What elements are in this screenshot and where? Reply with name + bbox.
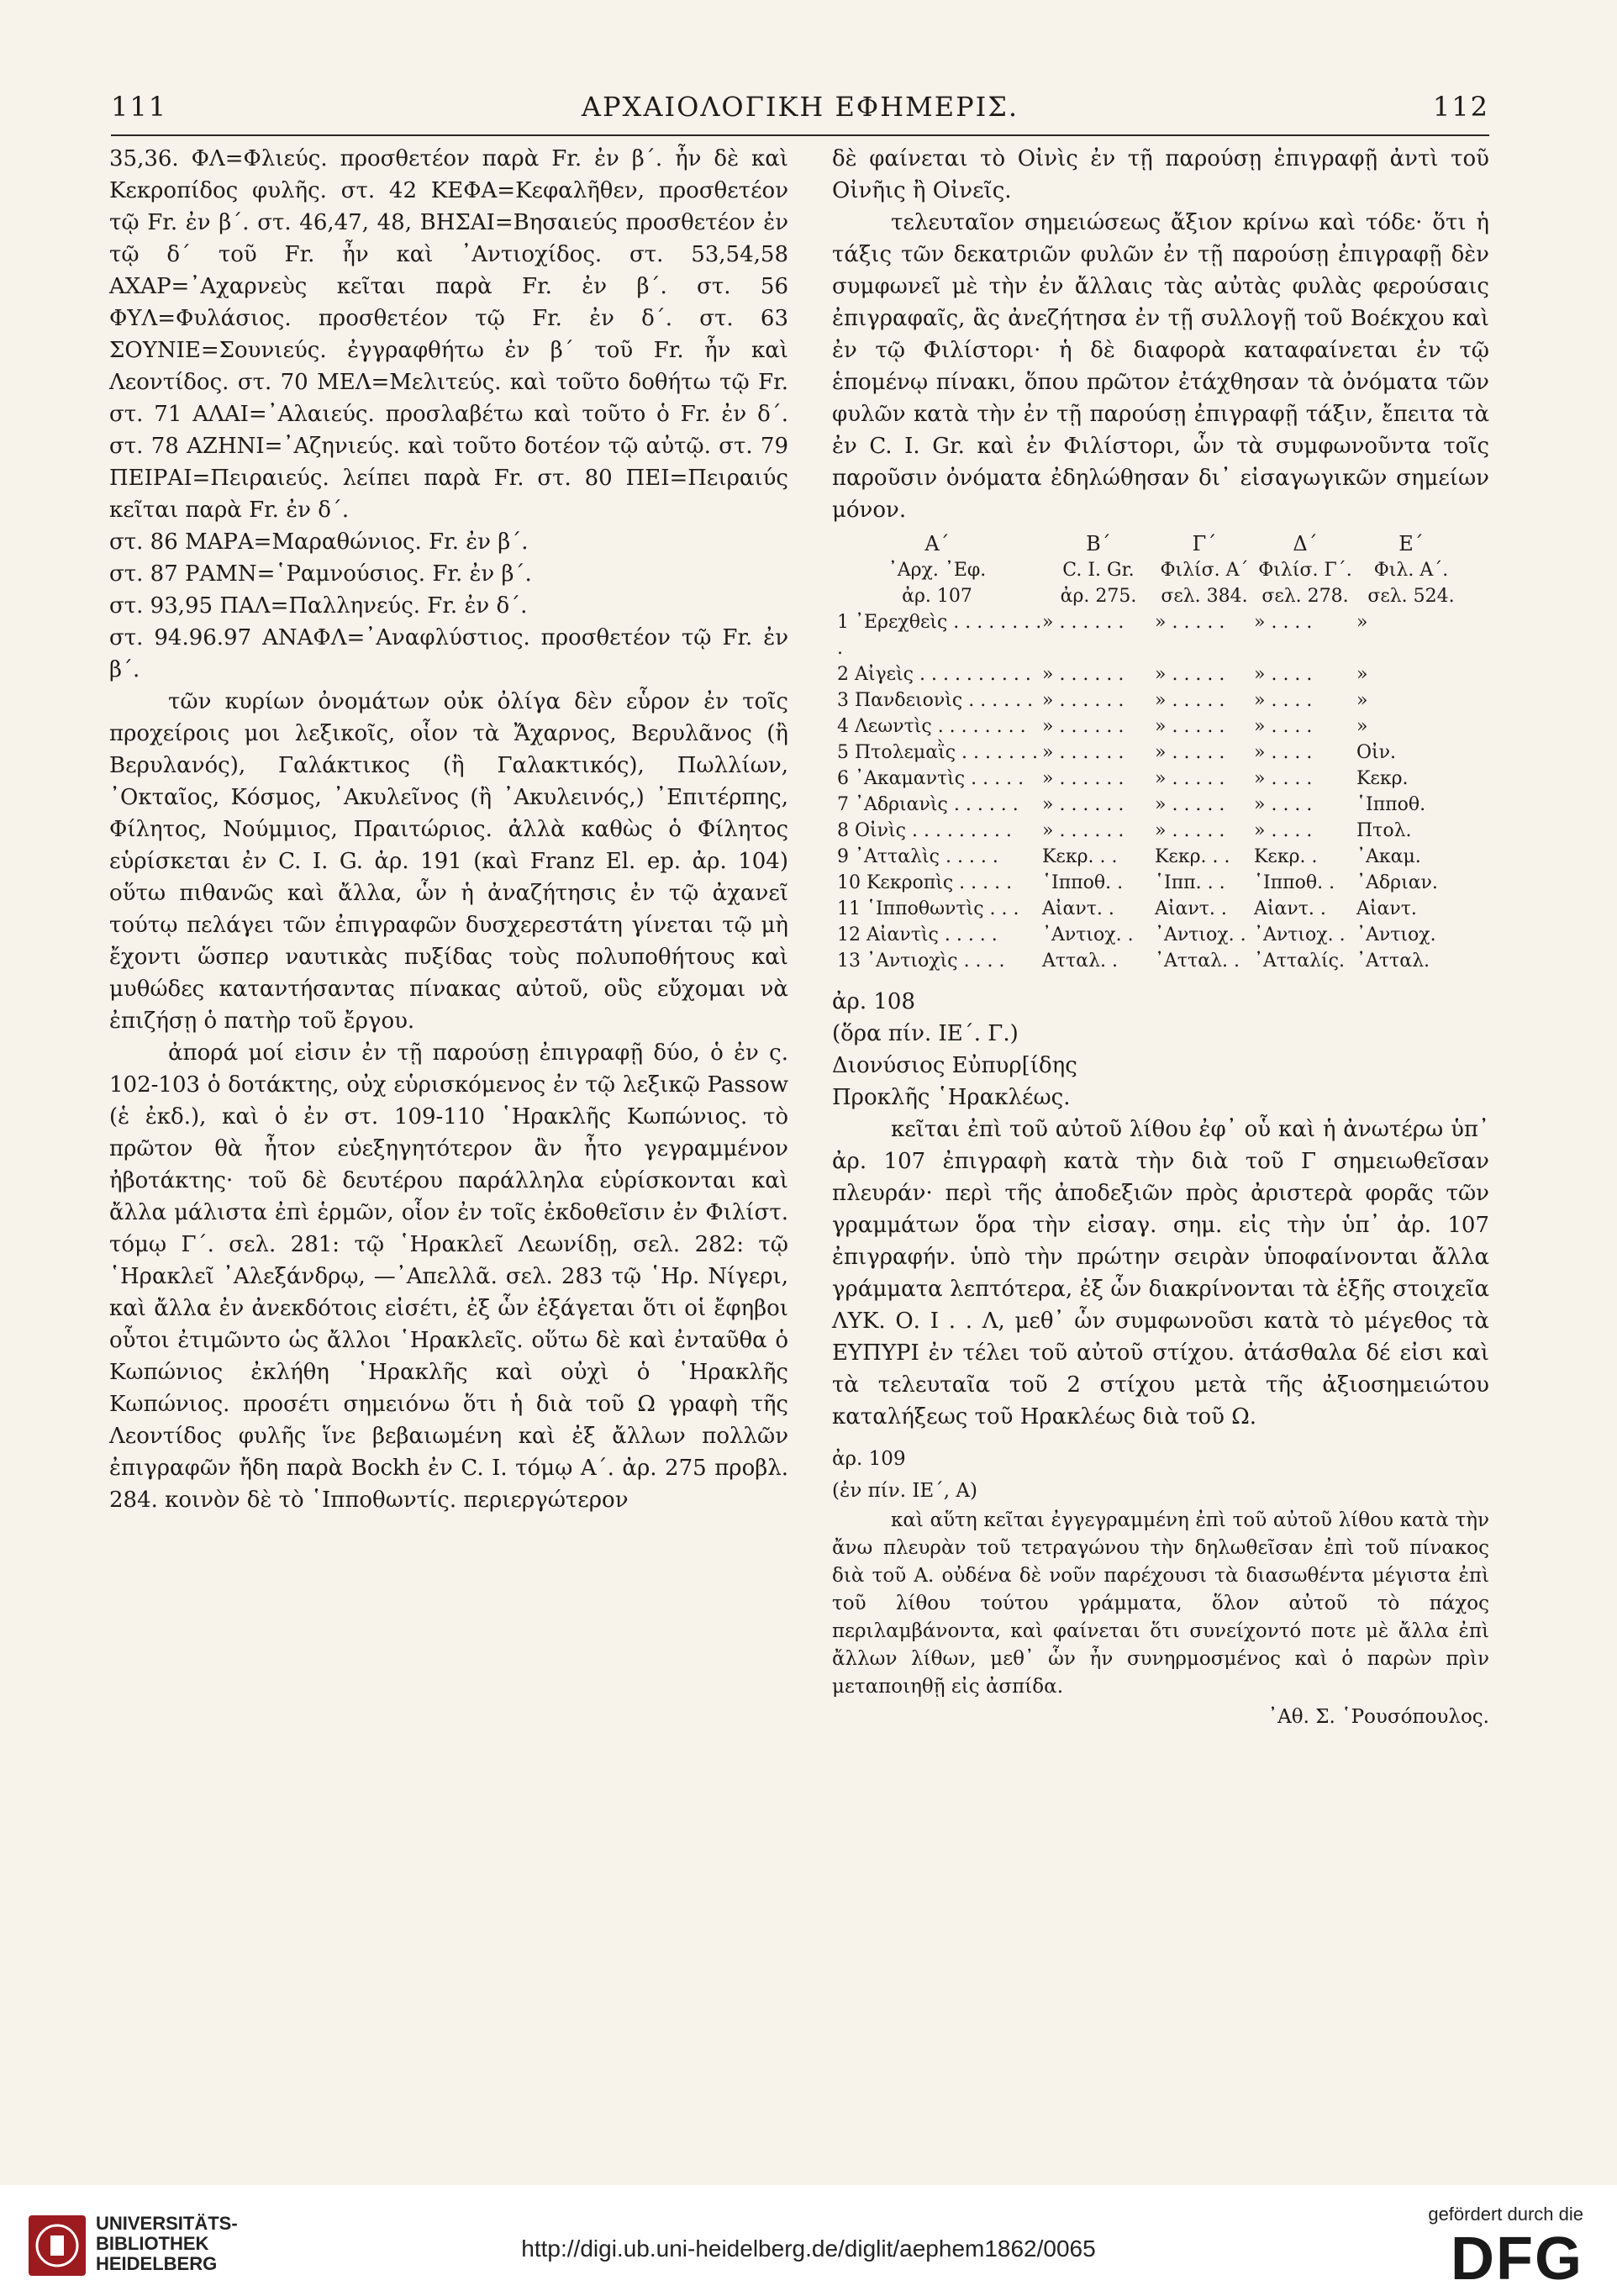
table-cell: 3 Πανδειονὶς . . . . . . xyxy=(837,690,1034,711)
table-row xyxy=(832,870,1489,896)
inscription-line: Διονύσιος Εὐπυρ[ίδης xyxy=(832,1053,1077,1078)
table-cell: » . . . . . . xyxy=(1042,612,1125,633)
table-cell: ῾Ιπποθ. xyxy=(1356,794,1426,815)
journal-title: ΑΡΧΑΙΟΛΟΓΙΚΗ ΕΦΗΜΕΡΙΣ. xyxy=(581,91,1019,123)
table-header-sources xyxy=(832,557,1489,583)
table-cell: Αἰαντ. xyxy=(1356,898,1417,919)
column-source: ᾿Αρχ. ᾿Εφ. xyxy=(888,560,987,581)
table-cell: ᾿Ατταλ. xyxy=(1356,951,1430,972)
table-cell: ᾿Ατταλ. . xyxy=(1155,951,1240,972)
table-body xyxy=(832,609,1489,974)
plate-reference: (ὅρα πίν. ΙΕ΄. Γ.) xyxy=(832,1021,1019,1046)
funder-caption: gefördert durch die xyxy=(1428,2204,1583,2225)
table-cell: 9 ᾿Ατταλὶς . . . . . xyxy=(837,846,998,867)
table-cell: » . . . . . xyxy=(1155,690,1225,711)
paragraph: τελευταῖον σημειώσεως ἄξιον κρίνω καὶ τόδε· ὅτι ἡ τάξις τῶν δεκατριῶν φυλῶν ἐν τῇ παρούσῃ ἐπιγραφῇ δὲν συμφωνεῖ μὲ τὴν ἐν ἄλλαις τὰς αὐτὰς φυλὰς φερούσαις ἐπιγραφαῖς, ἃς ἀνεζήτησα ἐν τῇ συλλογῇ τοῦ Βοέκχου καὶ ἐν τῷ Φιλίστορι· ἡ δὲ διαφορὰ καταφαίνεται ἐν τῷ ἑπομένῳ πίνακι, ὅπου πρῶτον ἐτάχθησαν τὰ ὀνόματα τῶν φυλῶν κατὰ τὴν ἐν τῇ παρούσῃ ἐπιγραφῇ τάξιν, ἔπειτα τὰ ἐν C. I. Gr. καὶ ἐν Φιλίστορι, ὧν τὰ συμφωνοῦντα τοῖς παροῦσιν ὀνόματα ἐδηλώθησαν δι᾿ εἰσαγωγικῶν σημείων μόνον. xyxy=(832,210,1489,523)
source-link[interactable]: http://digi.ub.uni-heidelberg.de/diglit/aephem1862/0065 xyxy=(521,2235,1096,2262)
table-row xyxy=(832,687,1489,714)
table-cell: 11 ῾Ιπποθωντὶς . . . xyxy=(837,898,1019,919)
table-cell: » . . . . xyxy=(1254,820,1313,841)
column-source: C. I. Gr. xyxy=(1062,560,1135,581)
table-cell: » . . . . . xyxy=(1155,768,1225,789)
table-cell: Οἰν. xyxy=(1356,742,1397,763)
table-row xyxy=(832,609,1489,661)
table-cell: » . . . . . . xyxy=(1042,664,1125,685)
table-cell: » . . . . xyxy=(1254,794,1313,815)
table-cell: 5 Πτολεμαῒς . . . . . . . xyxy=(837,742,1038,763)
table-cell: 12 Αἰαντὶς . . . . . xyxy=(837,924,998,945)
table-cell: ᾿Αντιοχ. . xyxy=(1155,924,1246,945)
table-cell: » . . . . . . xyxy=(1042,742,1125,763)
paragraph: κεῖται ἐπὶ τοῦ αὐτοῦ λίθου ἐφ᾿ οὗ καὶ ἡ ἀνωτέρω ὑπ᾿ ἀρ. 107 ἐπιγραφὴ κατὰ τὴν διὰ τοῦ Γ σημειωθεῖσαν πλευράν· περὶ τῆς ἀποδεξιῶν πρὸς ἀριστερὰ φορᾶς τῶν γραμμάτων ὅρα τὴν εἰσαγ. σημ. εἰς τὴν ὑπ᾿ ἀρ. 107 ἐπιγραφήν. ὑπὸ τὴν πρώτην σειρὰν ὑποφαίνονται ἄλλα γράμματα λεπτότερα, ἐξ ὧν διακρίνονται τὰ ἑξῆς στοιχεῖα ΛΥΚ. Ο. Ι . . Λ, μεθ᾿ ὧν συμφωνοῦσι κατὰ τὸ μέγεθος τὰ ΕΥΠΥΡΙ ἐν τέλει τοῦ αὐτοῦ στίχου. ἀτάσθαλα δέ εἰσι καὶ τὰ τελευταῖα τοῦ 2 στίχου μετὰ τῆς ἀξιοσημειώτου καταλήξεως τοῦ Ηρακλέως διὰ τοῦ Ω. xyxy=(832,1117,1489,1430)
table-cell: Αἰαντ. . xyxy=(1254,898,1326,919)
table-cell: » . . . . . xyxy=(1155,612,1225,633)
table-cell: ῾Ιππ. . . xyxy=(1155,872,1225,893)
table-cell: » . . . . . . xyxy=(1042,690,1125,711)
table-cell: » xyxy=(1356,664,1368,685)
table-cell: ᾿Αντιοχ. . xyxy=(1254,924,1346,945)
table-row xyxy=(832,948,1489,974)
paragraph: ἀπορά μοί εἰσιν ἐν τῇ παρούσῃ ἐπιγραφῇ δύο, ὁ ἐν ς. 102-103 ὁ δοτάκτης, οὐχ εὑρισκόμενος ἐν τῷ λεξικῷ Passow (ἑ ἐκδ.), καὶ ὁ ἐν στ. 109-110 ῾Ηρακλῆς Κωπώνιος. τὸ πρῶτον θὰ ἦτον εὐεξηγητότερον ἂν ἦτο γεγραμμένον ἠβοτάκτης· τοῦ δὲ δευτέρου παράλληλα εὑρίσκονται καὶ ἄλλα μάλιστα ἐπὶ ἑρμῶν, οἷον ἐν τοῖς ἐκδοθεῖσιν ἐν Φιλίστ. τόμῳ Γ΄. σελ. 281: τῷ ῾Ηρακλεῖ Λεωνίδῃ, σελ. 282: τῷ ῾Ηρακλεῖ ᾿Αλεξάνδρῳ, —᾿Απελλᾶ. σελ. 283 τῷ ῾Ηρ. Νίγερι, καὶ ἄλλα ἐν ἀνεκδότοις εἰσέτι, ἐξ ὧν ἐξάγεται ὅτι οἱ ἔφηβοι οὗτοι ἐτιμῶντο ὡς ἄλλοι ῾Ηρακλεῖς. οὕτω δὲ καὶ ἐνταῦθα ὁ Κωπώνιος ἐκλήθη ῾Ηρακλῆς καὶ οὐχὶ ὁ ῾Ηρακλῆς Κωπώνιος. προσέτι σημειόνω ὅτι ἡ διὰ τοῦ Ω γραφὴ τῆς Λεοντίδος φυλῆς ἵνε βεβαιωμένη καὶ ἐξ ἄλλων πολλῶν ἐπιγραφῶν ἤδη παρὰ Bockh ἐν C. I. τόμῳ Α΄. ἀρ. 275 προβλ. 284. κοινὸν δὲ τὸ ῾Ιπποθωντίς. περιεργώτερον xyxy=(109,1040,788,1513)
paragraph: 35,36. ΦΛ=Φλιεύς. προσθετέον παρὰ Fr. ἐν β΄. ἦν δὲ καὶ Κεκροπίδος φυλῆς. στ. 42 ΚΕΦΑ=Κεφαλῆθεν, προσθετέον τῷ Fr. ἐν β΄. στ. 46,47, 48, ΒΗΣΑΙ=Βησαιεύς προσθετέον ἐν τῷ δ΄ τοῦ Fr. ἦν καὶ ᾿Αντιοχίδος. στ. 53,54,58 ΑΧΑΡ=᾿Αχαρνεὺς κεῖται παρὰ Fr. ἐν β΄. στ. 56 ΦΥΛ=Φυλάσιος. προσθετέον τῷ Fr. ἐν δ΄. στ. 63 ΣΟΥΝΙΕ=Σουνιεύς. ἐγγραφθήτω ἐν β΄ τοῦ Fr. ἦν καὶ Λεοντίδος. στ. 70 ΜΕΛ=Μελιτεύς. καὶ τοῦτο δοθήτω τῷ Fr. στ. 71 ΑΛΑΙ=᾿Αλαιεύς. προσλαβέτω καὶ τοῦτο ὁ Fr. ἐν δ΄. στ. 78 ΑΖΗΝΙ=᾿Αζηνιεύς. καὶ τοῦτο δοτέον τῷ αὐτῷ. στ. 79 ΠΕΙΡΑΙ=Πειραιεύς. λείπει παρὰ Fr. στ. 80 ΠΕΙ=Πειραιύς κεῖται παρὰ Fr. ἐν δ΄. xyxy=(109,146,788,523)
table-row xyxy=(832,896,1489,922)
table-header-refs xyxy=(832,583,1489,609)
table-cell: » . . . . xyxy=(1254,664,1313,685)
right-column xyxy=(832,143,1489,1733)
table-cell: 2 Αἰγεὶς . . . . . . . . . . xyxy=(837,664,1031,685)
table-cell: 13 ᾿Αντιοχὶς . . . . xyxy=(837,951,1005,972)
table-cell: » . . . . . . xyxy=(1042,794,1125,815)
paragraph: τῶν κυρίων ὀνομάτων οὐκ ὀλίγα δὲν εὗρον ἐν τοῖς προχείροις μοι λεξικοῖς, οἷον τὰ Ἄχαρνος, Βερυλᾶνος (ἢ Βερυλανός), Γαλάκτικος (ἢ Γαλακτικός), Πωλλίων, ᾿Οκταῖος, Κόσμος, ᾿Ακυλεῖνος (ἢ ᾿Ακυλεινός,) ᾿Επιτέρπης, Φίλητος, Νούμμιος, Πραιτώριος. ἀλλὰ καθὼς ὁ Φίλητος εὑρίσκεται ἐν C. I. G. ἀρ. 191 (καὶ Franz El. ep. ἀρ. 104) οὕτω πιθανῶς καὶ ἄλλα, ὧν ἡ ἀναζήτησις ἐν τῷ ἀχανεῖ τούτῳ πελάγει τῶν ἐπιγραφῶν δυσχερεστάτη γίνεται τῷ μὴ ἔχοντι ὥσπερ ναυτικὰς πυξίδας τοὺς πολυποθήτους καὶ μυθώδες καταντήσαντας πίνακας αὐτοῦ, οὓς εὔχομαι νὰ ἐπιζήσῃ ὁ πατὴρ τοῦ ἔργου. xyxy=(109,689,788,1034)
table-cell: » xyxy=(1356,690,1368,711)
table-cell: Κεκρ. xyxy=(1356,768,1409,789)
table-row xyxy=(832,844,1489,870)
table-cell: » . . . . . . xyxy=(1042,768,1125,789)
table-cell: » xyxy=(1356,716,1368,737)
dfg-logo: DFG xyxy=(1451,2225,1583,2293)
table-cell: » . . . . xyxy=(1254,742,1313,763)
table-cell: ᾿Αδριαν. xyxy=(1356,872,1438,893)
table-row xyxy=(832,922,1489,948)
table-cell: Κεκρ. . . xyxy=(1155,846,1230,867)
table-cell: » . . . . . . xyxy=(1042,820,1125,841)
table-cell: » . . . . xyxy=(1254,768,1313,789)
table-cell: » xyxy=(1356,612,1368,633)
table-cell: 8 Οἰνὶς . . . . . . . . . xyxy=(837,820,1012,841)
paragraph: στ. 87 ΡΑΜΝ=῾Ραμνούσιος. Fr. ἐν β΄. xyxy=(109,561,532,587)
table-row xyxy=(832,661,1489,687)
table-cell: » . . . . . xyxy=(1155,664,1225,685)
page-number-left: 111 xyxy=(111,91,168,123)
table-cell: Πτολ. xyxy=(1356,820,1412,841)
inscription-line: Προκλῆς ῾Ηρακλέως. xyxy=(832,1085,1071,1110)
table-row xyxy=(832,766,1489,792)
digitization-footer xyxy=(0,2185,1617,2296)
table-cell: 6 ᾿Ακαμαντὶς . . . . . xyxy=(837,768,1024,789)
paragraph: καὶ αὕτη κεῖται ἐγγεγραμμένη ἐπὶ τοῦ αὐτοῦ λίθου κατὰ τὴν ἄνω πλευρὰν τοῦ τετραγώνου τὴν δηλωθεῖσαν ἐπὶ τοῦ πίνακος διὰ τοῦ Α. οὐδένα δὲ νοῦν παρέχουσι τὰ διασωθέντα μέγιστα ἐπὶ τοῦ λίθου τούτου γράμματα, ὅλον αὐτοῦ τὸ πάχος περιλαμβάνοντα, καὶ φαίνεται ὅτι συνείχοντό ποτε μὲ ἄλλα ἐπὶ ἄλλων λίθων, μεθ᾿ ὧν ἦν συνηρμοσμένος καὶ ὁ παρὼν πρὶν μεταποιηθῇ εἰς ἀσπίδα. xyxy=(832,1509,1489,1698)
column-source: Φιλίσ. Γ΄. xyxy=(1258,560,1352,581)
table-cell: 7 ᾿Αδριανὶς . . . . . . xyxy=(837,794,1019,815)
article-heading-108: ἀρ. 108 xyxy=(832,989,915,1014)
table-cell: 4 Λεωντὶς . . . . . . . . xyxy=(837,716,1026,737)
table-cell: ᾿Ατταλίς. xyxy=(1254,951,1345,972)
column-ref: ἀρ. 275. xyxy=(1060,586,1137,607)
column-ref: ἀρ. 107 xyxy=(902,586,972,607)
table-cell: 10 Κεκροπὶς . . . . . xyxy=(837,872,1013,893)
table-cell: » . . . . xyxy=(1254,690,1313,711)
column-letter: Ε΄ xyxy=(1398,532,1424,556)
table-cell: » . . . . . xyxy=(1155,742,1225,763)
column-letter: Δ΄ xyxy=(1293,532,1318,556)
table-cell: Αἰαντ. . xyxy=(1155,898,1227,919)
table-cell: ᾿Αντιοχ. xyxy=(1356,924,1436,945)
page-number-right: 112 xyxy=(1432,91,1489,123)
table-row xyxy=(832,740,1489,766)
table-row xyxy=(832,818,1489,844)
author-signature: ᾿Αθ. Σ. ῾Ρουσόπουλος. xyxy=(1267,1706,1489,1728)
table-row xyxy=(832,714,1489,740)
table-cell: Κεκρ. . . xyxy=(1042,846,1118,867)
column-letter: Α΄ xyxy=(924,532,950,556)
column-source: Φιλ. Α΄. xyxy=(1373,560,1449,581)
table-cell: ῾Ιπποθ. . xyxy=(1042,872,1124,893)
column-ref: σελ. 384. xyxy=(1161,586,1248,607)
paragraph: στ. 94.96.97 ΑΝΑΦΛ=᾿Αναφλύστιος. προσθετέον τῷ Fr. ἐν β΄. xyxy=(109,625,788,682)
left-column xyxy=(109,143,788,1516)
table-cell: Ατταλ. . xyxy=(1042,951,1119,972)
table-cell: » . . . . . xyxy=(1155,716,1225,737)
table-cell: » . . . . . xyxy=(1155,820,1225,841)
table-cell: » . . . . xyxy=(1254,716,1313,737)
table-cell: » . . . . . . xyxy=(1042,716,1125,737)
article-heading-109: ἀρ. 109 xyxy=(832,1448,906,1470)
table-cell: Αἰαντ. . xyxy=(1042,898,1114,919)
table-header-letters xyxy=(832,531,1489,557)
plate-reference: (ἐν πίν. ΙΕ΄, Α) xyxy=(832,1480,977,1502)
library-name: UNIVERSITÄTS- BIBLIOTHEK HEIDELBERG xyxy=(96,2213,238,2274)
column-ref: σελ. 524. xyxy=(1367,586,1455,607)
table-cell: ᾿Ακαμ. xyxy=(1356,846,1421,867)
paragraph: στ. 93,95 ΠΑΛ=Παλληνεύς. Fr. ἐν δ΄. xyxy=(109,593,528,619)
column-letter: Β΄ xyxy=(1086,532,1111,556)
table-row xyxy=(832,792,1489,818)
paragraph: δὲ φαίνεται τὸ Οἰνὶς ἐν τῇ παρούσῃ ἐπιγραφῇ ἀντὶ τοῦ Οἰνῆις ἢ Οἰνεῖς. xyxy=(832,146,1489,203)
table-cell: 1 ᾿Ερεχθεὶς . . . . . . . . . xyxy=(837,612,1042,659)
table-cell: » . . . . . xyxy=(1155,794,1225,815)
column-source: Φιλίσ. Α΄ xyxy=(1160,560,1249,581)
table-cell: Κεκρ. . xyxy=(1254,846,1318,867)
running-head xyxy=(111,91,1489,124)
column-letter: Γ΄ xyxy=(1192,532,1217,556)
table-cell: ῾Ιπποθ. . xyxy=(1254,872,1335,893)
paragraph: στ. 86 ΜΑΡΑ=Μαραθώνιος. Fr. ἐν β΄. xyxy=(109,529,529,555)
header-rule xyxy=(111,134,1489,136)
tribes-table xyxy=(832,531,1489,974)
table-cell: » . . . . xyxy=(1254,612,1313,633)
table-cell: ᾿Αντιοχ. . xyxy=(1042,924,1134,945)
column-ref: σελ. 278. xyxy=(1261,586,1349,607)
